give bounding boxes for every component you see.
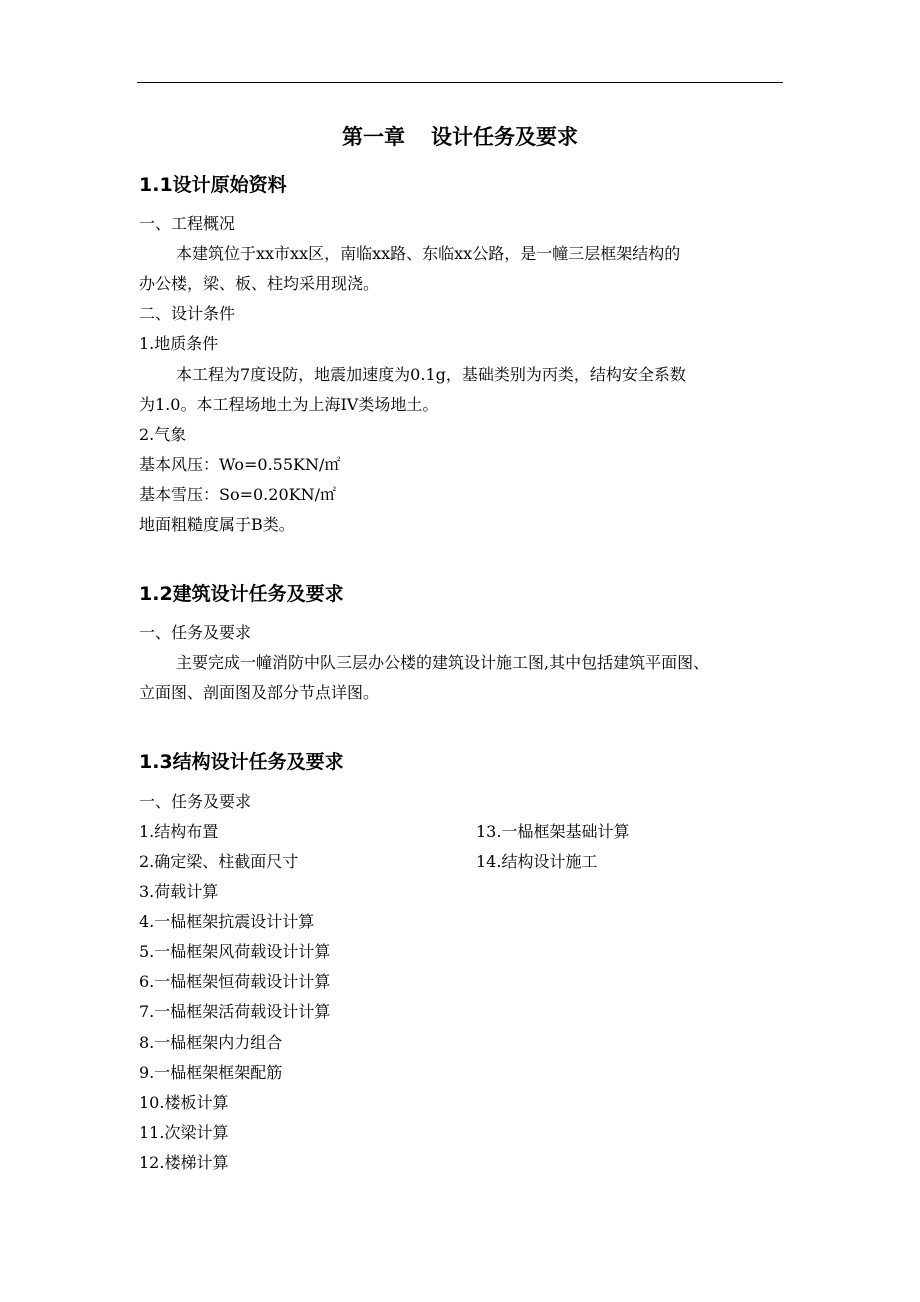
list-item: 12.楼梯计算 bbox=[139, 1153, 229, 1172]
list-item: 14.结构设计施工 bbox=[476, 852, 598, 871]
list-item: 10.楼板计算 bbox=[139, 1093, 229, 1112]
section-heading-1-3: 1.3结构设计任务及要求 bbox=[139, 751, 344, 773]
snow-pressure: 基本雪压：So=0.20KN/㎡ bbox=[139, 485, 336, 504]
list-item: 2.气象 bbox=[139, 425, 187, 444]
chapter-number: 第一章 bbox=[342, 125, 405, 149]
paragraph-line: 本建筑位于xx市xx区，南临xx路、东临xx公路，是一幢三层框架结构的 bbox=[176, 244, 681, 263]
chapter-title bbox=[0, 122, 920, 152]
list-item: 1.地质条件 bbox=[139, 334, 219, 353]
header-rule bbox=[137, 82, 783, 83]
list-item: 13.一榀框架基础计算 bbox=[476, 822, 630, 841]
section-heading-1-1: 1.1设计原始资料 bbox=[139, 174, 287, 196]
subheading-design-conditions: 二、设计条件 bbox=[139, 304, 236, 323]
wind-pressure: 基本风压：Wo=0.55KN/㎡ bbox=[139, 455, 341, 474]
chapter-heading: 设计任务及要求 bbox=[431, 125, 578, 149]
list-item: 6.一榀框架恒荷载设计计算 bbox=[139, 972, 331, 991]
list-item: 11.次梁计算 bbox=[139, 1123, 229, 1142]
paragraph-line: 主要完成一幢消防中队三层办公楼的建筑设计施工图,其中包括建筑平面图、 bbox=[176, 653, 710, 672]
section-heading-1-2: 1.2建筑设计任务及要求 bbox=[139, 583, 344, 605]
paragraph-line: 本工程为7度设防，地震加速度为0.1g，基础类别为丙类，结构安全系数 bbox=[176, 365, 686, 384]
subheading-tasks: 一、任务及要求 bbox=[139, 623, 252, 642]
list-item: 8.一榀框架内力组合 bbox=[139, 1033, 283, 1052]
list-item: 9.一榀框架框架配筋 bbox=[139, 1063, 283, 1082]
list-item: 5.一榀框架风荷载设计计算 bbox=[139, 942, 331, 961]
list-item: 1.结构布置 bbox=[139, 822, 219, 841]
ground-roughness: 地面粗糙度属于B类。 bbox=[139, 515, 295, 534]
subheading-project-overview: 一、工程概况 bbox=[139, 214, 236, 233]
list-item: 7.一榀框架活荷载设计计算 bbox=[139, 1002, 331, 1021]
subheading-tasks: 一、任务及要求 bbox=[139, 792, 252, 811]
list-item: 4.一榀框架抗震设计计算 bbox=[139, 912, 315, 931]
paragraph-line: 立面图、剖面图及部分节点详图。 bbox=[139, 683, 380, 702]
list-item: 3.荷载计算 bbox=[139, 882, 219, 901]
list-item: 2.确定梁、柱截面尺寸 bbox=[139, 852, 299, 871]
paragraph-line: 为1.0。本工程场地土为上海IV类场地土。 bbox=[139, 395, 439, 414]
paragraph-line: 办公楼，梁、板、柱均采用现浇。 bbox=[139, 274, 380, 293]
